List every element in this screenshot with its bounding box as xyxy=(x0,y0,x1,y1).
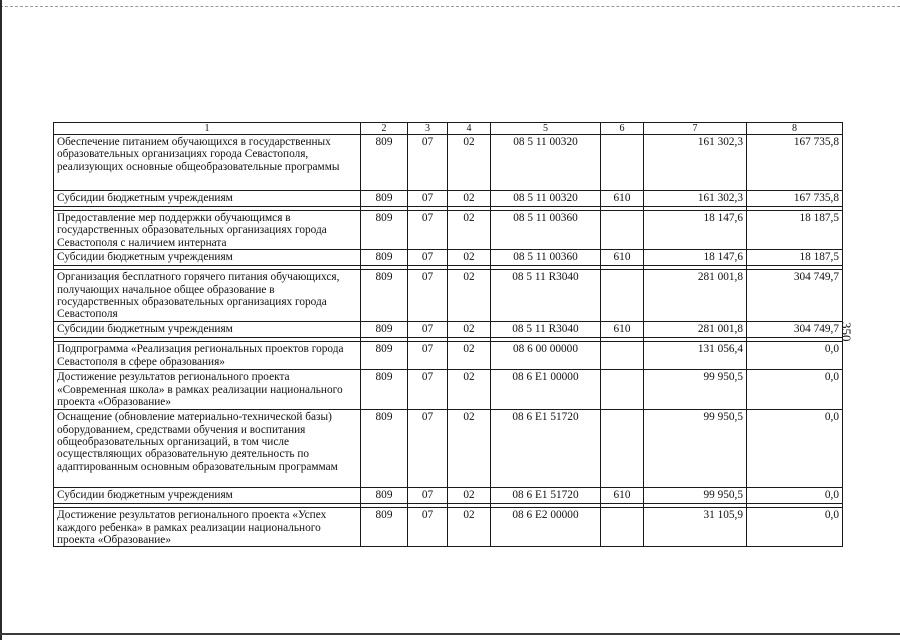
table-cell-amount-year-2: 0,0 xyxy=(747,370,843,410)
table-row xyxy=(54,250,843,266)
table-cell-expense-type: 610 xyxy=(601,250,644,266)
table-cell-section: 07 xyxy=(408,488,448,504)
table-cell-admin-code: 809 xyxy=(361,508,408,547)
table-cell-expense-type xyxy=(601,410,644,488)
table-cell-expense-type xyxy=(601,211,644,250)
table-row xyxy=(54,488,843,504)
table-cell-subsection: 02 xyxy=(448,191,491,207)
table-cell-amount-year-2: 0,0 xyxy=(747,508,843,547)
table-cell-subsection: 02 xyxy=(448,370,491,410)
table-row xyxy=(54,342,843,370)
table-cell-amount-year-2: 167 735,8 xyxy=(747,191,843,207)
table-cell-name: Субсидии бюджетным учреждениям xyxy=(54,191,361,207)
table-cell-amount-year-1: 161 302,3 xyxy=(644,191,747,207)
column-number: 2 xyxy=(361,123,408,135)
table-cell-section: 07 xyxy=(408,322,448,338)
table-cell-target-item: 08 6 E2 00000 xyxy=(491,508,601,547)
column-number: 8 xyxy=(747,123,843,135)
table-cell-name: Субсидии бюджетным учреждениям xyxy=(54,488,361,504)
table-cell-target-item: 08 5 11 R3040 xyxy=(491,270,601,322)
table-cell-section: 07 xyxy=(408,508,448,547)
table-cell-amount-year-1: 31 105,9 xyxy=(644,508,747,547)
table-cell-name: Субсидии бюджетным учреждениям xyxy=(54,250,361,266)
table-cell-subsection: 02 xyxy=(448,410,491,488)
table-cell-section: 07 xyxy=(408,211,448,250)
table-cell-name: Подпрограмма «Реализация региональных проектов города Севастополя в сфере образования» xyxy=(54,342,361,370)
table-cell-name: Оснащение (обновление материально-технической базы) оборудованием, средствами обучения и воспитания общеобразовательных организаций, в том числе осуществляющих образовательную деятельность по адаптированным основным образовательным программам xyxy=(54,410,361,488)
table-cell-name: Предоставление мер поддержки обучающимся в государственных образовательных организациях города Севастополя с наличием интерната xyxy=(54,211,361,250)
column-number: 3 xyxy=(408,123,448,135)
table-cell-target-item: 08 5 11 00360 xyxy=(491,250,601,266)
table-cell-target-item: 08 5 11 00360 xyxy=(491,211,601,250)
table-cell-admin-code: 809 xyxy=(361,270,408,322)
table-cell-admin-code: 809 xyxy=(361,370,408,410)
table-cell-section: 07 xyxy=(408,270,448,322)
table-row xyxy=(54,270,843,322)
table-cell-admin-code: 809 xyxy=(361,250,408,266)
table-cell-amount-year-2: 304 749,7 xyxy=(747,322,843,338)
table-cell-target-item: 08 6 00 00000 xyxy=(491,342,601,370)
table-cell-amount-year-1: 18 147,6 xyxy=(644,250,747,266)
table-cell-amount-year-1: 281 001,8 xyxy=(644,270,747,322)
table-cell-target-item: 08 6 E1 51720 xyxy=(491,410,601,488)
budget-table xyxy=(53,122,843,547)
table-cell-amount-year-1: 99 950,5 xyxy=(644,488,747,504)
table-cell-admin-code: 809 xyxy=(361,410,408,488)
table-cell-subsection: 02 xyxy=(448,270,491,322)
table-cell-expense-type: 610 xyxy=(601,488,644,504)
table-cell-amount-year-2: 167 735,8 xyxy=(747,135,843,191)
table-cell-amount-year-2: 0,0 xyxy=(747,488,843,504)
table-cell-section: 07 xyxy=(408,191,448,207)
table-cell-subsection: 02 xyxy=(448,342,491,370)
table-cell-admin-code: 809 xyxy=(361,211,408,250)
column-number: 7 xyxy=(644,123,747,135)
table-cell-admin-code: 809 xyxy=(361,322,408,338)
table-cell-name: Достижение результатов регионального проекта «Успех каждого ребенка» в рамках реализации национального проекта «Образование» xyxy=(54,508,361,547)
scan-edge-left xyxy=(0,0,2,640)
table-cell-expense-type xyxy=(601,342,644,370)
table-cell-section: 07 xyxy=(408,250,448,266)
table-cell-admin-code: 809 xyxy=(361,135,408,191)
table-cell-amount-year-1: 161 302,3 xyxy=(644,135,747,191)
table-cell-amount-year-1: 281 001,8 xyxy=(644,322,747,338)
table-cell-subsection: 02 xyxy=(448,250,491,266)
table-row xyxy=(54,508,843,547)
scan-edge-top xyxy=(0,6,900,7)
table-row xyxy=(54,370,843,410)
table-cell-amount-year-1: 18 147,6 xyxy=(644,211,747,250)
table-cell-target-item: 08 5 11 00320 xyxy=(491,135,601,191)
table-cell-amount-year-2: 0,0 xyxy=(747,342,843,370)
table-cell-target-item: 08 6 E1 00000 xyxy=(491,370,601,410)
table-row xyxy=(54,322,843,338)
table-row xyxy=(54,410,843,488)
table-cell-amount-year-2: 0,0 xyxy=(747,410,843,488)
table-cell-name: Субсидии бюджетным учреждениям xyxy=(54,322,361,338)
table-cell-section: 07 xyxy=(408,135,448,191)
table-cell-subsection: 02 xyxy=(448,508,491,547)
table-cell-admin-code: 809 xyxy=(361,488,408,504)
table-cell-expense-type xyxy=(601,508,644,547)
table-cell-expense-type: 610 xyxy=(601,322,644,338)
page-number: 350 xyxy=(839,322,854,342)
table-cell-expense-type xyxy=(601,270,644,322)
column-number: 4 xyxy=(448,123,491,135)
table-cell-amount-year-1: 99 950,5 xyxy=(644,370,747,410)
table-cell-admin-code: 809 xyxy=(361,342,408,370)
scan-edge-bottom xyxy=(0,633,900,635)
table-row xyxy=(54,191,843,207)
table-cell-subsection: 02 xyxy=(448,488,491,504)
table-cell-expense-type xyxy=(601,370,644,410)
table-cell-amount-year-2: 18 187,5 xyxy=(747,211,843,250)
table-cell-name: Организация бесплатного горячего питания обучающихся, получающих начальное общее образование в государственных образовательных организациях города Севастополя xyxy=(54,270,361,322)
table-body xyxy=(54,123,843,547)
table-cell-expense-type: 610 xyxy=(601,191,644,207)
table-cell-subsection: 02 xyxy=(448,135,491,191)
table-cell-section: 07 xyxy=(408,410,448,488)
table-cell-amount-year-2: 304 749,7 xyxy=(747,270,843,322)
column-number: 1 xyxy=(54,123,361,135)
table-cell-amount-year-2: 18 187,5 xyxy=(747,250,843,266)
table-row xyxy=(54,211,843,250)
table-row xyxy=(54,135,843,191)
table-cell-name: Обеспечение питанием обучающихся в государственных образовательных организациях города Севастополя, реализующих основные общеобразовательные программы xyxy=(54,135,361,191)
column-number: 6 xyxy=(601,123,644,135)
table-cell-target-item: 08 5 11 R3040 xyxy=(491,322,601,338)
table-cell-expense-type xyxy=(601,135,644,191)
table-cell-target-item: 08 5 11 00320 xyxy=(491,191,601,207)
table-cell-target-item: 08 6 E1 51720 xyxy=(491,488,601,504)
table-cell-section: 07 xyxy=(408,342,448,370)
table-cell-admin-code: 809 xyxy=(361,191,408,207)
table-cell-amount-year-1: 131 056,4 xyxy=(644,342,747,370)
column-number: 5 xyxy=(491,123,601,135)
table-cell-section: 07 xyxy=(408,370,448,410)
table-cell-subsection: 02 xyxy=(448,322,491,338)
table-cell-name: Достижение результатов регионального проекта «Современная школа» в рамках реализации национального проекта «Образование» xyxy=(54,370,361,410)
column-number-row xyxy=(54,123,843,135)
table-cell-amount-year-1: 99 950,5 xyxy=(644,410,747,488)
table-cell-subsection: 02 xyxy=(448,211,491,250)
